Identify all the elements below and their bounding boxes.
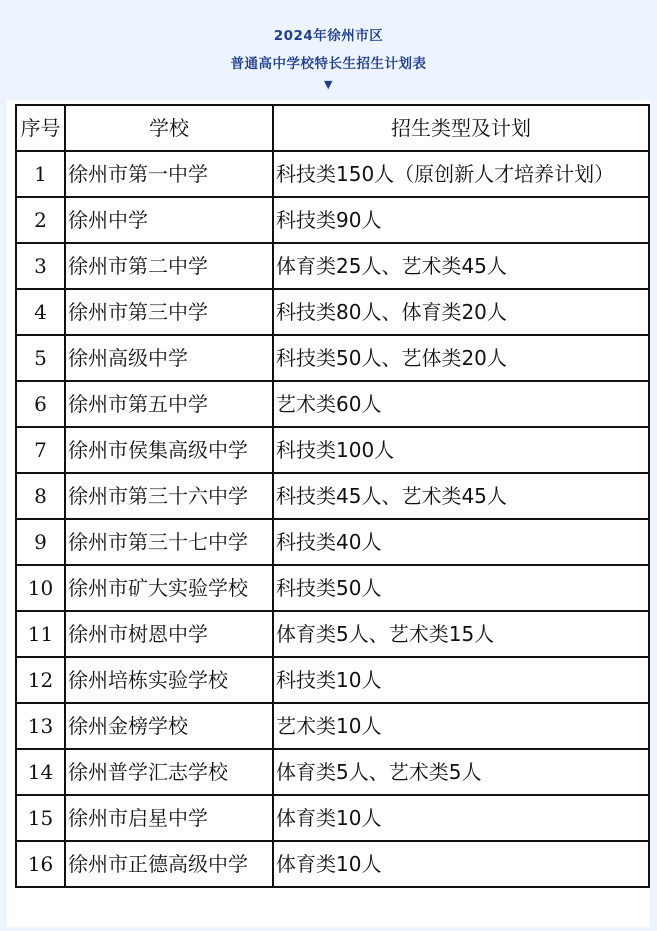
- row-index: 1: [16, 151, 65, 197]
- row-index: 15: [16, 795, 65, 841]
- row-index: 5: [16, 335, 65, 381]
- table-row: [16, 473, 649, 519]
- row-plan: 艺术类10人: [273, 703, 649, 749]
- row-school: 徐州市矿大实验学校: [65, 565, 273, 611]
- table-container: [7, 100, 650, 927]
- row-index: 16: [16, 841, 65, 887]
- table-header-row: [16, 105, 649, 151]
- row-plan: 体育类25人、艺术类45人: [273, 243, 649, 289]
- table-row: [16, 381, 649, 427]
- header-index: 序号: [16, 105, 65, 151]
- down-arrow-icon: ▼: [324, 78, 333, 91]
- row-school: 徐州市第二中学: [65, 243, 273, 289]
- row-school: 徐州市第三中学: [65, 289, 273, 335]
- row-plan: 科技类10人: [273, 657, 649, 703]
- row-plan: 科技类100人: [273, 427, 649, 473]
- row-plan: 体育类10人: [273, 841, 649, 887]
- row-index: 8: [16, 473, 65, 519]
- row-school: 徐州普学汇志学校: [65, 749, 273, 795]
- table-row: [16, 703, 649, 749]
- table-row: [16, 519, 649, 565]
- row-plan: 科技类50人: [273, 565, 649, 611]
- row-school: 徐州市侯集高级中学: [65, 427, 273, 473]
- row-school: 徐州市第五中学: [65, 381, 273, 427]
- row-index: 14: [16, 749, 65, 795]
- row-index: 13: [16, 703, 65, 749]
- header-plan: 招生类型及计划: [273, 105, 649, 151]
- row-school: 徐州高级中学: [65, 335, 273, 381]
- header-school: 学校: [65, 105, 273, 151]
- row-plan: 科技类40人: [273, 519, 649, 565]
- row-school: 徐州市第一中学: [65, 151, 273, 197]
- row-index: 7: [16, 427, 65, 473]
- row-school: 徐州金榜学校: [65, 703, 273, 749]
- table-row: [16, 289, 649, 335]
- table-row: [16, 243, 649, 289]
- row-index: 2: [16, 197, 65, 243]
- table-row: [16, 749, 649, 795]
- row-plan: 科技类50人、艺体类20人: [273, 335, 649, 381]
- table-row: [16, 795, 649, 841]
- table-row: [16, 841, 649, 887]
- table-row: [16, 151, 649, 197]
- table-row: [16, 427, 649, 473]
- row-plan: 体育类5人、艺术类15人: [273, 611, 649, 657]
- enrollment-table: [15, 104, 650, 888]
- table-row: [16, 657, 649, 703]
- row-index: 9: [16, 519, 65, 565]
- row-index: 4: [16, 289, 65, 335]
- row-plan: 科技类45人、艺术类45人: [273, 473, 649, 519]
- row-school: 徐州市第三十七中学: [65, 519, 273, 565]
- table-row: [16, 335, 649, 381]
- row-school: 徐州培栋实验学校: [65, 657, 273, 703]
- row-plan: 科技类150人（原创新人才培养计划）: [273, 151, 649, 197]
- row-plan: 体育类5人、艺术类5人: [273, 749, 649, 795]
- row-plan: 科技类80人、体育类20人: [273, 289, 649, 335]
- row-index: 6: [16, 381, 65, 427]
- row-plan: 艺术类60人: [273, 381, 649, 427]
- table-row: [16, 197, 649, 243]
- table-row: [16, 565, 649, 611]
- row-index: 3: [16, 243, 65, 289]
- row-school: 徐州市第三十六中学: [65, 473, 273, 519]
- row-school: 徐州市正德高级中学: [65, 841, 273, 887]
- row-plan: 科技类90人: [273, 197, 649, 243]
- page-title-line1: 2024年徐州市区: [273, 28, 384, 44]
- row-school: 徐州市树恩中学: [65, 611, 273, 657]
- row-plan: 体育类10人: [273, 795, 649, 841]
- row-index: 11: [16, 611, 65, 657]
- row-index: 12: [16, 657, 65, 703]
- row-index: 10: [16, 565, 65, 611]
- table-row: [16, 611, 649, 657]
- row-school: 徐州市启星中学: [65, 795, 273, 841]
- page-title-line2: 普通高中学校特长生招生计划表: [230, 56, 427, 72]
- row-school: 徐州中学: [65, 197, 273, 243]
